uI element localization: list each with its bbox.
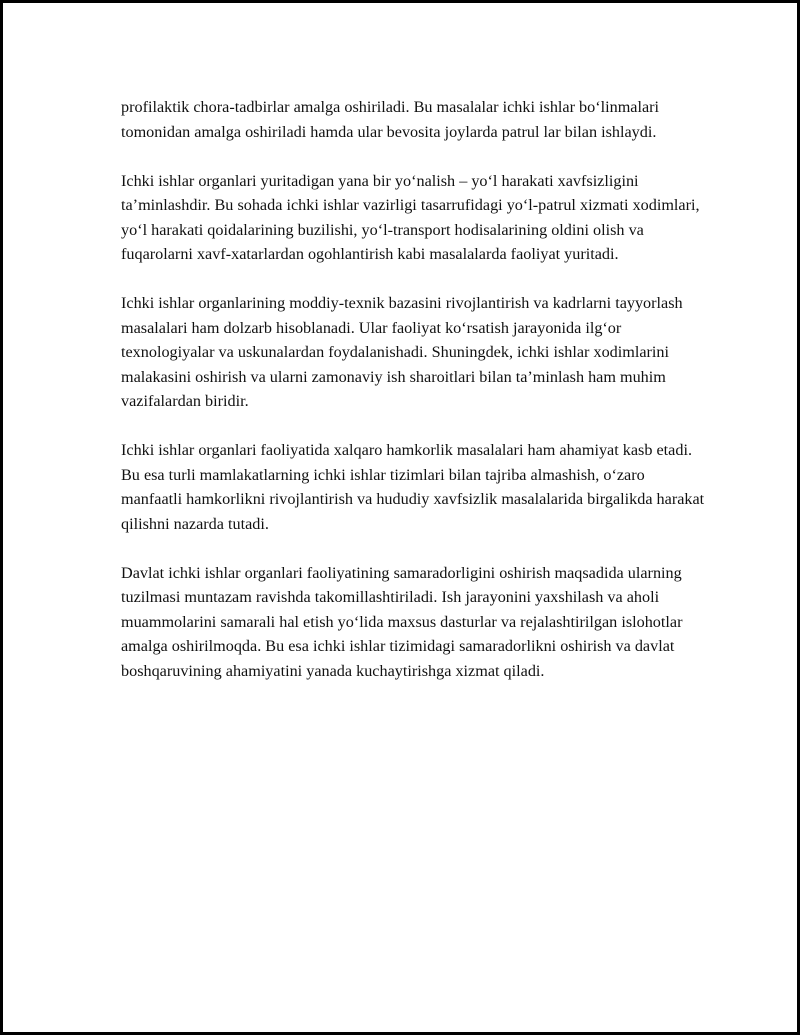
paragraph-2: Ichki ishlar organlari yuritadigan yana bir yo‘nalish – yo‘l harakati xavfsizligini ta’minlashdir. Bu sohada ichki ishlar vazirligi tasarrufidagi yo‘l-patrul xizmati xodimlari, yo‘l harakati qoidalarining buzilishi, yo‘l-transport hodisalarining oldini olish va fuqarolarni xavf-xatarlardan ogohlantirish kabi masalalarda faoliyat yuritadi. <box>121 171 700 263</box>
paragraph-1: profilaktik chora-tadbirlar amalga oshiriladi. Bu masalalar ichki ishlar bo‘linmalari tomonidan amalga oshiriladi hamda ular bevosita joylarda patrul lar bilan ishlaydi. <box>121 98 660 141</box>
paragraph-5: Davlat ichki ishlar organlari faoliyatining samaradorligini oshirish maqsadida ularning tuzilmasi muntazam ravishda takomillashtiriladi. Ish jarayonini yaxshilash va aholi muammolarini samarali hal etish yo‘lida maxsus dasturlar va rejalashtirilgan islohotlar amalga oshirilmoqda. Bu esa ichki ishlar tizimidagi samaradorlikni oshirish va davlat boshqaruvining ahamiyatini yanada kuchaytirishga xizmat qiladi. <box>121 563 683 680</box>
document-body <box>121 95 706 708</box>
paragraph-3: Ichki ishlar organlarining moddiy-texnik bazasini rivojlantirish va kadrlarni tayyorlash masalalari ham dolzarb hisoblanadi. Ular faoliyat ko‘rsatish jarayonida ilg‘or texnologiyalar va uskunalardan foydalanishadi. Shuningdek, ichki ishlar xodimlarini malakasini oshirish va ularni zamonaviy ish sharoitlari bilan ta’minlash ham muhim vazifalardan biridir. <box>121 294 683 410</box>
paragraph-4: Ichki ishlar organlari faoliyatida xalqaro hamkorlik masalalari ham ahamiyat kasb etadi. Bu esa turli mamlakatlarning ichki ishlar tizimlari bilan tajriba almashish, o‘zaro manfaatli hamkorlikni rivojlantirish va hududiy xavfsizlik masalalarida birgalikda harakat qilishni nazarda tutadi. <box>121 441 705 533</box>
